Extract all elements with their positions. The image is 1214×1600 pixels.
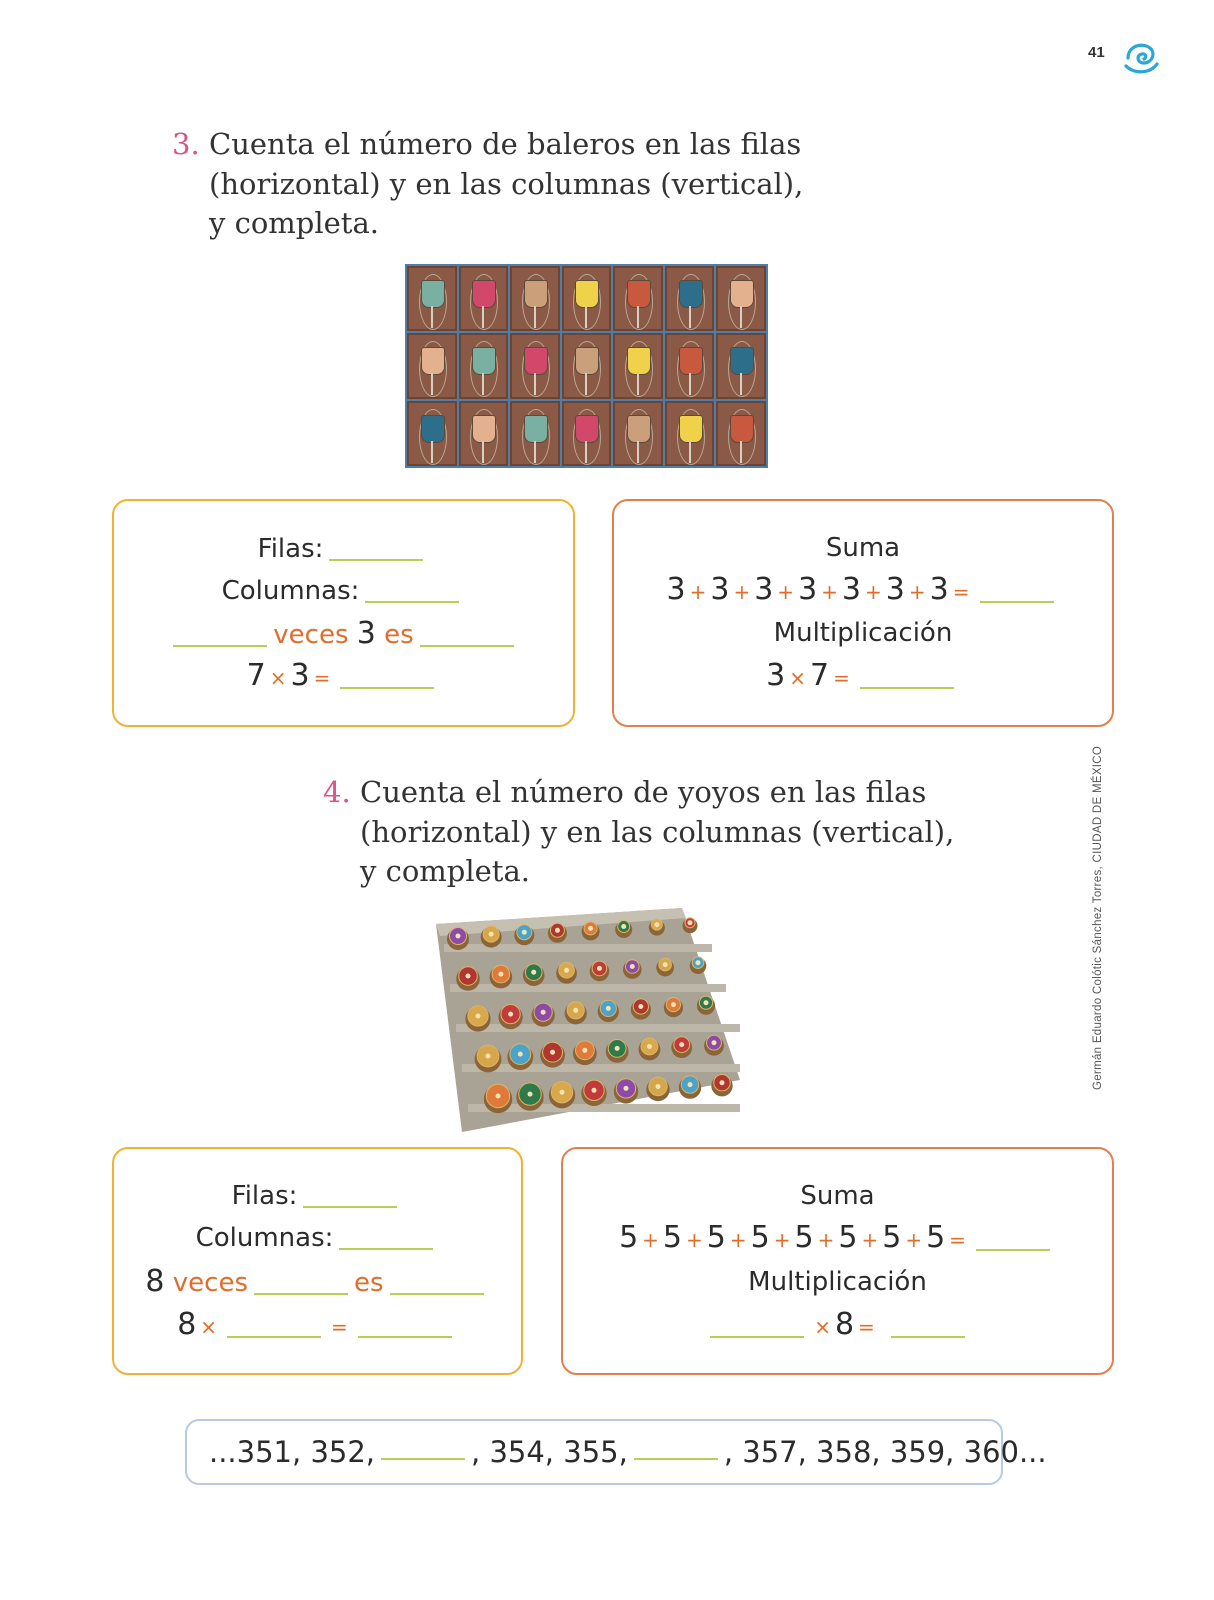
mult-factor: 7 <box>810 658 830 693</box>
product-answer-blank[interactable] <box>860 687 954 689</box>
addend: 5 <box>882 1220 902 1255</box>
es-answer-blank[interactable] <box>420 645 514 647</box>
sequence-blank[interactable] <box>381 1458 465 1460</box>
columnas-label: Columnas: <box>195 1223 334 1253</box>
instruction-line: (horizontal) y en las columnas (vertical), <box>360 814 955 849</box>
baleros-image <box>405 264 768 468</box>
number-sequence-box <box>185 1419 1047 1485</box>
plus-sign: + <box>729 1228 747 1252</box>
balero <box>407 333 457 398</box>
instruction-line: (horizontal) y en las columnas (vertical), <box>209 166 804 201</box>
columnas-answer-blank[interactable] <box>339 1248 433 1250</box>
veces-label: veces <box>172 1268 249 1298</box>
mult-factor: 3 <box>290 658 310 693</box>
photo-credit: Germán Eduardo Colótic Sánchez Torres, CIUDAD DE MÉXICO <box>1092 745 1104 1090</box>
es-label: es <box>384 620 414 650</box>
times-sign: × <box>200 1315 218 1339</box>
es-answer-blank[interactable] <box>390 1293 484 1295</box>
balero <box>613 333 663 398</box>
plus-sign: + <box>861 1228 879 1252</box>
filas-answer-blank[interactable] <box>303 1206 397 1208</box>
sequence-blank[interactable] <box>634 1458 718 1460</box>
filas-answer-blank[interactable] <box>329 559 423 561</box>
equals-sign: = <box>313 666 331 690</box>
plus-sign: + <box>905 1228 923 1252</box>
balero <box>459 401 509 466</box>
balero <box>716 266 766 331</box>
ex3-operations-box <box>612 499 1114 727</box>
suma-label: Suma <box>800 1181 875 1211</box>
balero <box>716 401 766 466</box>
sum-expression <box>563 1218 1112 1260</box>
product-answer-blank[interactable] <box>358 1336 452 1338</box>
suma-label: Suma <box>825 533 901 563</box>
veces-label: veces <box>273 620 349 650</box>
balero <box>510 333 560 398</box>
addend: 5 <box>838 1220 858 1255</box>
multiplicacion-label: Multiplicación <box>773 618 953 648</box>
es-label: es <box>354 1268 384 1298</box>
sum-expression <box>614 570 1112 612</box>
addend: 3 <box>885 572 905 607</box>
addend: 5 <box>706 1220 726 1255</box>
ex4-counting-box <box>112 1147 523 1375</box>
addend: 3 <box>710 572 730 607</box>
addend: 3 <box>841 572 862 607</box>
plus-sign: + <box>865 580 882 604</box>
mult-factor: 8 <box>177 1307 197 1342</box>
product-answer-blank[interactable] <box>891 1336 965 1338</box>
plus-sign: + <box>777 580 795 604</box>
page-number: 41 <box>1088 44 1105 61</box>
product-answer-blank[interactable] <box>340 687 434 689</box>
balero <box>407 266 457 331</box>
sequence-end: , 357, 358, 359, 360... <box>723 1435 1047 1469</box>
instruction-line: y completa. <box>209 206 379 240</box>
yoyos-image <box>436 908 740 1132</box>
veces-answer-blank[interactable] <box>254 1293 348 1295</box>
exercise-4-number: 4. <box>323 775 351 809</box>
addend: 3 <box>798 572 818 607</box>
factor-answer-blank[interactable] <box>227 1336 321 1338</box>
plus-sign: + <box>773 1228 791 1252</box>
balero <box>562 401 612 466</box>
balero <box>459 333 509 398</box>
instruction-line: y completa. <box>360 854 530 888</box>
veces-answer-blank[interactable] <box>173 645 267 647</box>
equals-sign: = <box>833 666 850 690</box>
columnas-answer-blank[interactable] <box>365 601 459 603</box>
plus-sign: + <box>689 580 707 604</box>
addend: 5 <box>926 1220 946 1255</box>
mult-factor: 7 <box>246 658 266 693</box>
addend: 5 <box>750 1220 770 1255</box>
veces-number: 8 <box>145 1264 165 1299</box>
exercise-3-number: 3. <box>172 127 200 161</box>
addend: 5 <box>794 1220 814 1255</box>
plus-sign: + <box>642 1228 659 1252</box>
filas-label: Filas: <box>257 534 324 564</box>
veces-number: 3 <box>356 616 376 651</box>
balero <box>716 333 766 398</box>
equals-sign: = <box>952 580 970 604</box>
balero <box>562 266 612 331</box>
balero <box>665 333 715 398</box>
addend: 3 <box>666 572 686 607</box>
mult-factor: 8 <box>834 1307 855 1342</box>
balero <box>613 266 663 331</box>
balero <box>459 266 509 331</box>
plus-sign: + <box>821 580 838 604</box>
equals-sign: = <box>858 1315 875 1339</box>
factor-answer-blank[interactable] <box>710 1336 804 1338</box>
balero <box>510 266 560 331</box>
columnas-label: Columnas: <box>221 576 360 606</box>
multiplicacion-label: Multiplicación <box>748 1267 927 1297</box>
instruction-line: Cuenta el número de yoyos en las filas <box>360 775 927 809</box>
filas-label: Filas: <box>231 1181 298 1211</box>
balero <box>510 401 560 466</box>
equals-sign: = <box>949 1228 966 1252</box>
plus-sign: + <box>817 1228 835 1252</box>
instruction-line: Cuenta el número de baleros en las filas <box>209 127 802 161</box>
balero <box>562 333 612 398</box>
swirl-logo-icon <box>1122 36 1162 76</box>
mult-factor: 3 <box>766 658 786 693</box>
exercise-4-instruction <box>323 773 954 892</box>
plus-sign: + <box>733 580 751 604</box>
times-sign: × <box>789 666 806 690</box>
addend: 3 <box>929 572 949 607</box>
plus-sign: + <box>686 1228 703 1252</box>
addend: 5 <box>662 1220 683 1255</box>
balero <box>613 401 663 466</box>
balero <box>665 401 715 466</box>
exercise-3-instruction <box>172 125 803 244</box>
addend: 5 <box>619 1220 639 1255</box>
sequence-middle: , 354, 355, <box>471 1435 628 1469</box>
times-sign: × <box>269 666 287 690</box>
balero <box>665 266 715 331</box>
addend: 3 <box>754 572 774 607</box>
sum-answer-blank[interactable] <box>980 601 1054 603</box>
ex4-operations-box <box>561 1147 1114 1375</box>
sum-answer-blank[interactable] <box>976 1249 1050 1251</box>
balero <box>407 401 457 466</box>
plus-sign: + <box>908 580 926 604</box>
times-sign: × <box>814 1315 831 1339</box>
ex3-counting-box <box>112 499 575 727</box>
equals-sign: = <box>331 1315 348 1339</box>
sequence-start: ...351, 352, <box>209 1435 376 1469</box>
